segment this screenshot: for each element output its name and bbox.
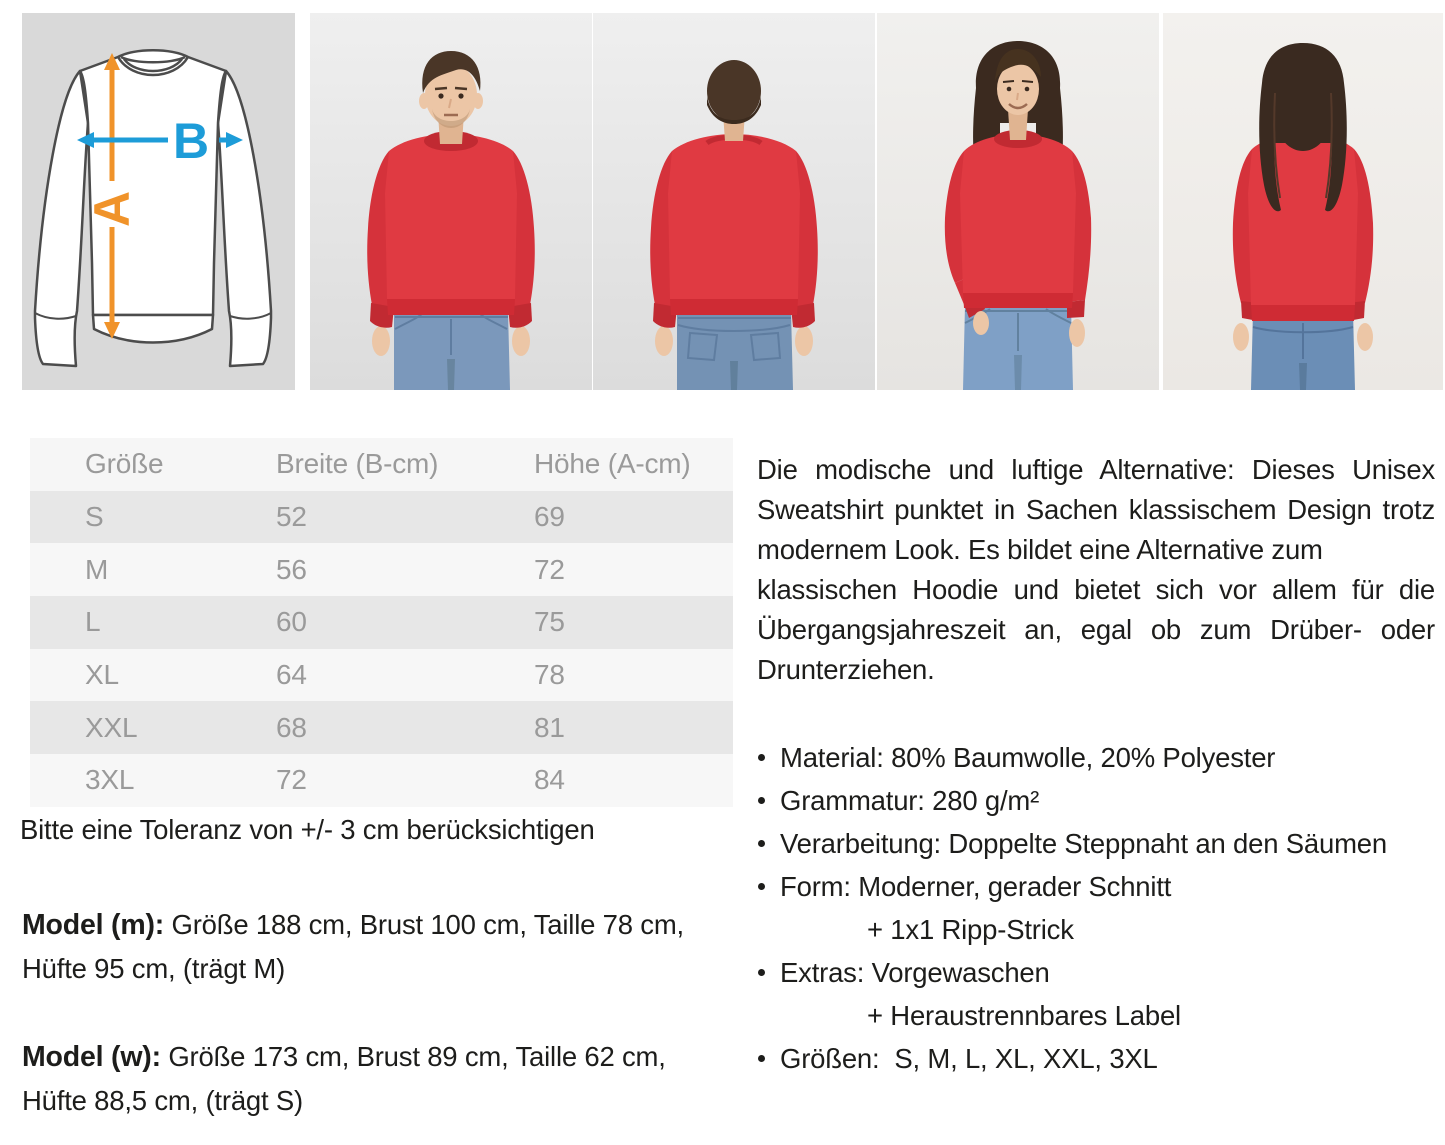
cell-height: 84: [534, 764, 565, 796]
hand: [1357, 323, 1373, 351]
feature-verarbeitung: Verarbeitung: Doppelte Steppnaht an den Säumen: [757, 822, 1435, 865]
col-header-height: Höhe (A-cm): [534, 448, 691, 480]
table-row: [30, 596, 733, 649]
model-m-line2: Hüfte 95 cm, (trägt M): [22, 953, 286, 984]
cell-height: 72: [534, 553, 565, 585]
bullet-icon: [758, 969, 765, 976]
feature-label: + Heraustrennbares Label: [867, 1000, 1181, 1031]
product-description: [757, 450, 1435, 690]
table-row: [30, 701, 733, 754]
bullet-icon: [758, 797, 765, 804]
cell-width: 72: [276, 764, 307, 796]
feature-ripp-strick: + 1x1 Ripp-Strick: [867, 914, 1074, 945]
col-header-size: Größe: [85, 448, 164, 480]
woman-back-illustration: [1163, 13, 1443, 390]
cell-height: 75: [534, 606, 565, 638]
feature-material: Material: 80% Baumwolle, 20% Polyester: [757, 736, 1435, 779]
man-back-photo: [593, 13, 875, 390]
cell-width: 52: [276, 501, 307, 533]
table-row: [30, 491, 733, 544]
cell-height: 69: [534, 501, 565, 533]
hand: [1233, 323, 1249, 351]
model-m-info: [22, 903, 737, 991]
cell-size: XXL: [85, 711, 138, 743]
bullet-icon: [758, 883, 765, 890]
man-front-photo: [310, 13, 592, 390]
feature-groessen: Größen: S, M, L, XL, XXL, 3XL: [757, 1037, 1435, 1080]
cell-width: 56: [276, 553, 307, 585]
height-arrow-label: A: [84, 190, 140, 227]
model-w-info: [22, 1035, 737, 1123]
cell-size: M: [85, 553, 109, 585]
model-w-label: Model (w):: [22, 1041, 161, 1073]
model-m-line1: Größe 188 cm, Brust 100 cm, Taille 78 cm,: [171, 909, 684, 940]
cell-width: 68: [276, 711, 307, 743]
feature-grammatur: Grammatur: 280 g/m²: [757, 779, 1435, 822]
hand: [655, 326, 673, 356]
hand: [1069, 319, 1085, 347]
size-table-header-row: [30, 438, 733, 491]
cell-width: 64: [276, 659, 307, 691]
hand: [372, 326, 390, 356]
hand: [795, 326, 813, 356]
size-diagram-drawing: [22, 13, 295, 390]
cell-size: XL: [85, 659, 119, 691]
model-m-label: Model (m):: [22, 909, 165, 941]
jeans: [677, 311, 793, 390]
tolerance-note: Bitte eine Toleranz von +/- 3 cm berücksichtigen: [20, 814, 595, 845]
bullet-icon: [758, 1055, 765, 1062]
bullet-icon: [758, 840, 765, 847]
size-diagram: [22, 13, 295, 390]
cell-width: 60: [276, 606, 307, 638]
woman-front-photo: [877, 13, 1159, 390]
jeans: [394, 311, 510, 390]
sweatshirt: [650, 134, 818, 328]
feature-form: Form: Moderner, gerader Schnitt: [757, 865, 1435, 908]
model-w-line2: Hüfte 88,5 cm, (trägt S): [22, 1085, 303, 1116]
cell-size: 3XL: [85, 764, 135, 796]
table-row: [30, 754, 733, 807]
jeans: [1251, 311, 1355, 390]
table-row: [30, 543, 733, 596]
man-front-illustration: [310, 13, 592, 390]
description-part1: Die modische und luftige Alternative: Dieses Unisex Sweatshirt punktet in Sachen klassischem Design trotz modernem Look. Es bildet eine Alternative zum: [757, 454, 1435, 565]
sweatshirt: [1233, 133, 1373, 321]
bullet-icon: [758, 754, 765, 761]
cell-size: L: [85, 606, 101, 638]
width-arrow-label: B: [173, 113, 210, 169]
sweatshirt: [367, 131, 535, 328]
description-part2: klassischen Hoodie und bietet sich vor allem für die Übergangsjahreszeit an, egal ob zum Drüber- oder Drunterziehen.: [757, 574, 1435, 685]
hand: [512, 326, 530, 356]
table-row: [30, 649, 733, 702]
woman-front-illustration: [877, 13, 1159, 390]
feature-extras: Extras: Vorgewaschen: [757, 951, 1435, 994]
cell-height: 78: [534, 659, 565, 691]
man-back-illustration: [593, 13, 875, 390]
sweatshirt-outline-icon: [35, 50, 271, 366]
cell-height: 81: [534, 711, 565, 743]
feature-list: [757, 736, 1435, 1080]
col-header-width: Breite (B-cm): [276, 448, 439, 480]
cell-size: S: [85, 501, 104, 533]
woman-back-photo: [1163, 13, 1443, 390]
model-w-line1: Größe 173 cm, Brust 89 cm, Taille 62 cm,: [168, 1041, 666, 1072]
sweatshirt: [945, 130, 1091, 318]
hand-in-pocket: [973, 311, 989, 335]
size-table: [30, 438, 733, 807]
